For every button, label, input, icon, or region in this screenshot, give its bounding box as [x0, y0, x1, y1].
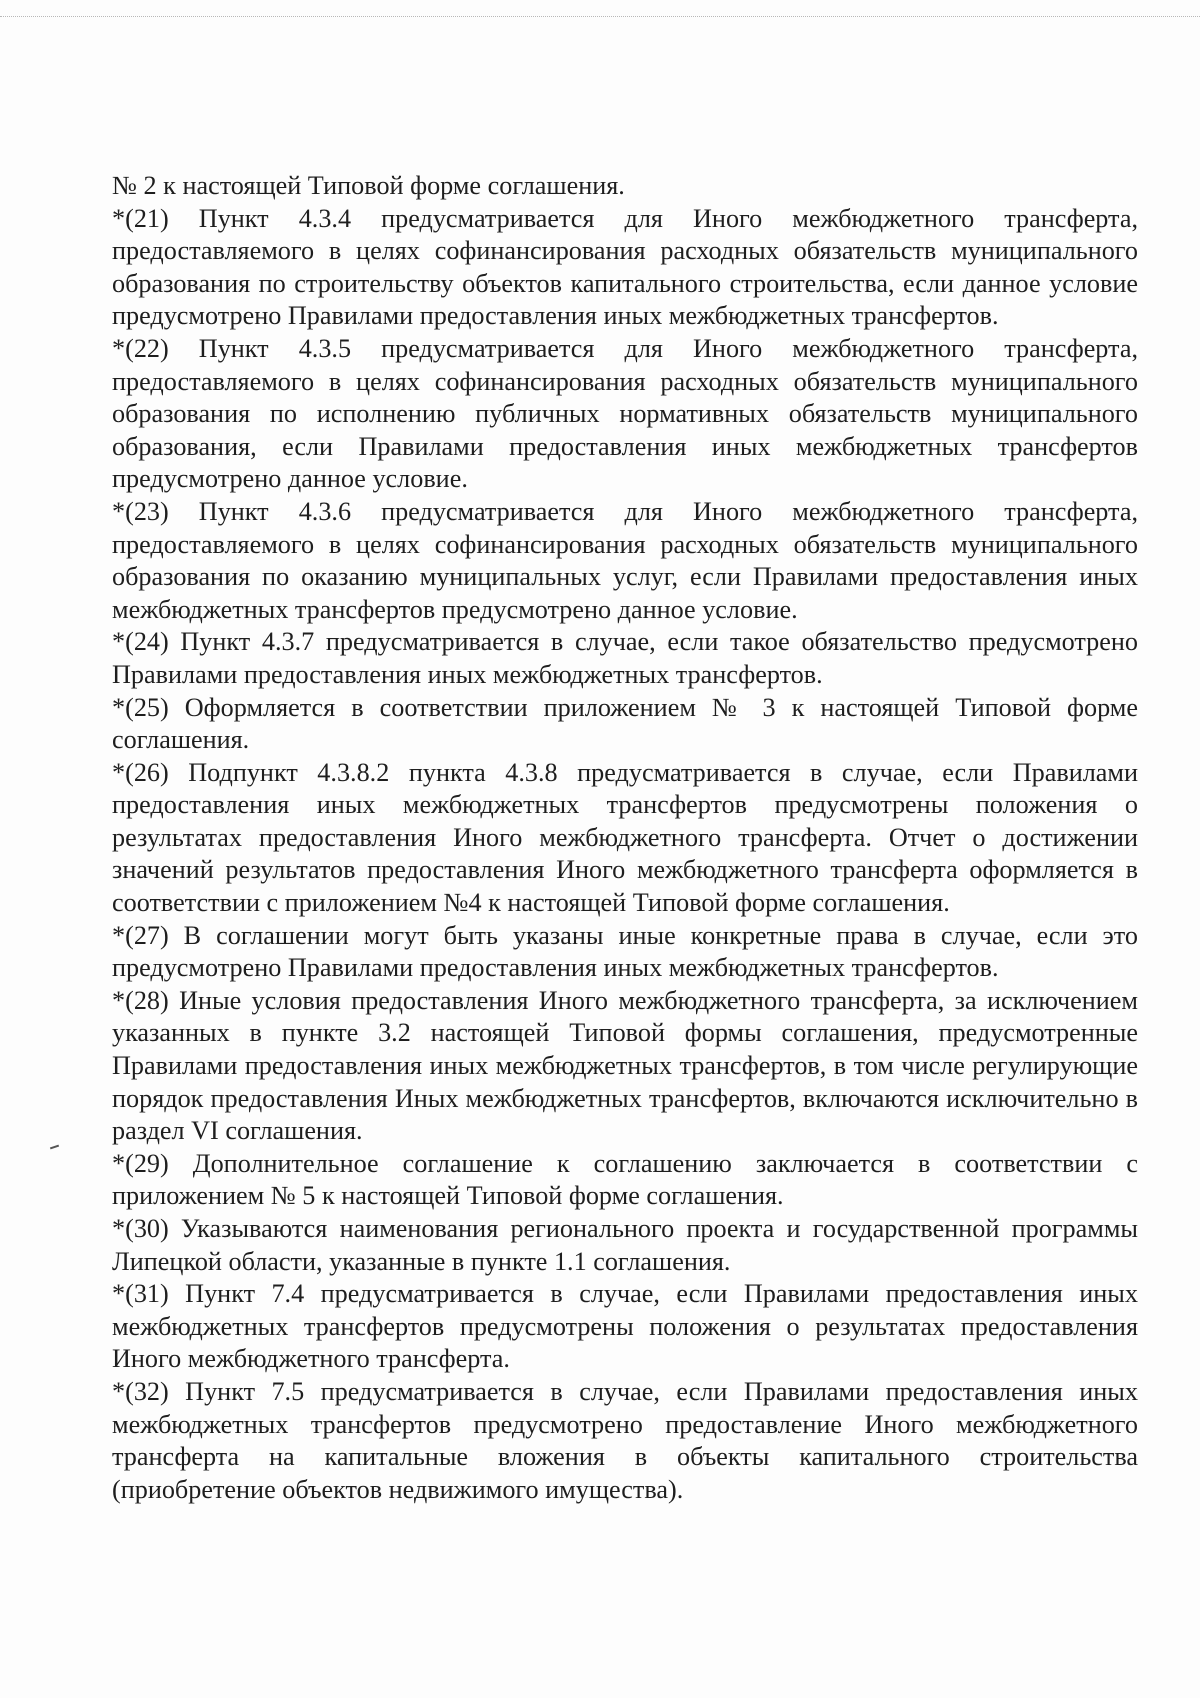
footnote-21: *(21) Пункт 4.3.4 предусматривается для Иного межбюджетного трансферта, предоставляемого в целях софинансирования расходных обязательств муниципального образования по строительству объектов капитального строительства, если данное условие предусмотрено Правилами предоставления иных межбюджетных трансфертов. — [112, 203, 1138, 331]
document-body — [112, 170, 1138, 1506]
footnote-26: *(26) Подпункт 4.3.8.2 пункта 4.3.8 предусматривается в случае, если Правилами предоставления иных межбюджетных трансфертов предусмотрены положения о результатах предоставления Иного межбюджетного трансферта. Отчет о достижении значений результатов предоставления Иного межбюджетного трансферта оформляется в соответствии с приложением №4 к настоящей Типовой форме соглашения. — [112, 757, 1138, 918]
footnote-32: *(32) Пункт 7.5 предусматривается в случае, если Правилами предоставления иных межбюджетных трансфертов предусмотрено предоставление Иного межбюджетного трансферта на капитальные вложения в объекты капитального строительства (приобретение объектов недвижимого имущества). — [112, 1376, 1138, 1504]
footnote-28: *(28) Иные условия предоставления Иного межбюджетного трансферта, за исключением указанных в пункте 3.2 настоящей Типовой формы соглашения, предусмотренные Правилами предоставления иных межбюджетных трансфертов, в том числе регулирующие порядок предоставления Иных межбюджетных трансфертов, включаются исключительно в раздел VI соглашения. — [112, 985, 1138, 1146]
footnote-continuation: № 2 к настоящей Типовой форме соглашения. — [112, 171, 625, 200]
footnote-22: *(22) Пункт 4.3.5 предусматривается для Иного межбюджетного трансферта, предоставляемого в целях софинансирования расходных обязательств муниципального образования по исполнению публичных нормативных обязательств муниципального образования, если Правилами предоставления иных межбюджетных трансфертов предусмотрено данное условие. — [112, 333, 1138, 494]
footnote-23: *(23) Пункт 4.3.6 предусматривается для Иного межбюджетного трансферта, предоставляемого в целях софинансирования расходных обязательств муниципального образования по оказанию муниципальных услуг, если Правилами предоставления иных межбюджетных трансфертов предусмотрено данное условие. — [112, 496, 1138, 624]
footnote-25: *(25) Оформляется в соответствии приложением № 3 к настоящей Типовой форме соглашения. — [112, 692, 1138, 755]
footnote-24: *(24) Пункт 4.3.7 предусматривается в случае, если такое обязательство предусмотрено Правилами предоставления иных межбюджетных трансфертов. — [112, 627, 1138, 689]
footnote-30: *(30) Указываются наименования регионального проекта и государственной программы Липецкой области, указанные в пункте 1.1 соглашения. — [112, 1214, 1138, 1276]
scan-top-edge — [0, 16, 1200, 17]
scan-stray-mark — [50, 1145, 59, 1150]
footnote-27: *(27) В соглашении могут быть указаны иные конкретные права в случае, если это предусмотрено Правилами предоставления иных межбюджетных трансфертов. — [112, 920, 1138, 983]
footnote-31: *(31) Пункт 7.4 предусматривается в случае, если Правилами предоставления иных межбюджетных трансфертов предусмотрены положения о результатах предоставления Иного межбюджетного трансферта. — [112, 1279, 1138, 1374]
footnote-29: *(29) Дополнительное соглашение к соглашению заключается в соответствии с приложением № 5 к настоящей Типовой форме соглашения. — [112, 1148, 1138, 1211]
